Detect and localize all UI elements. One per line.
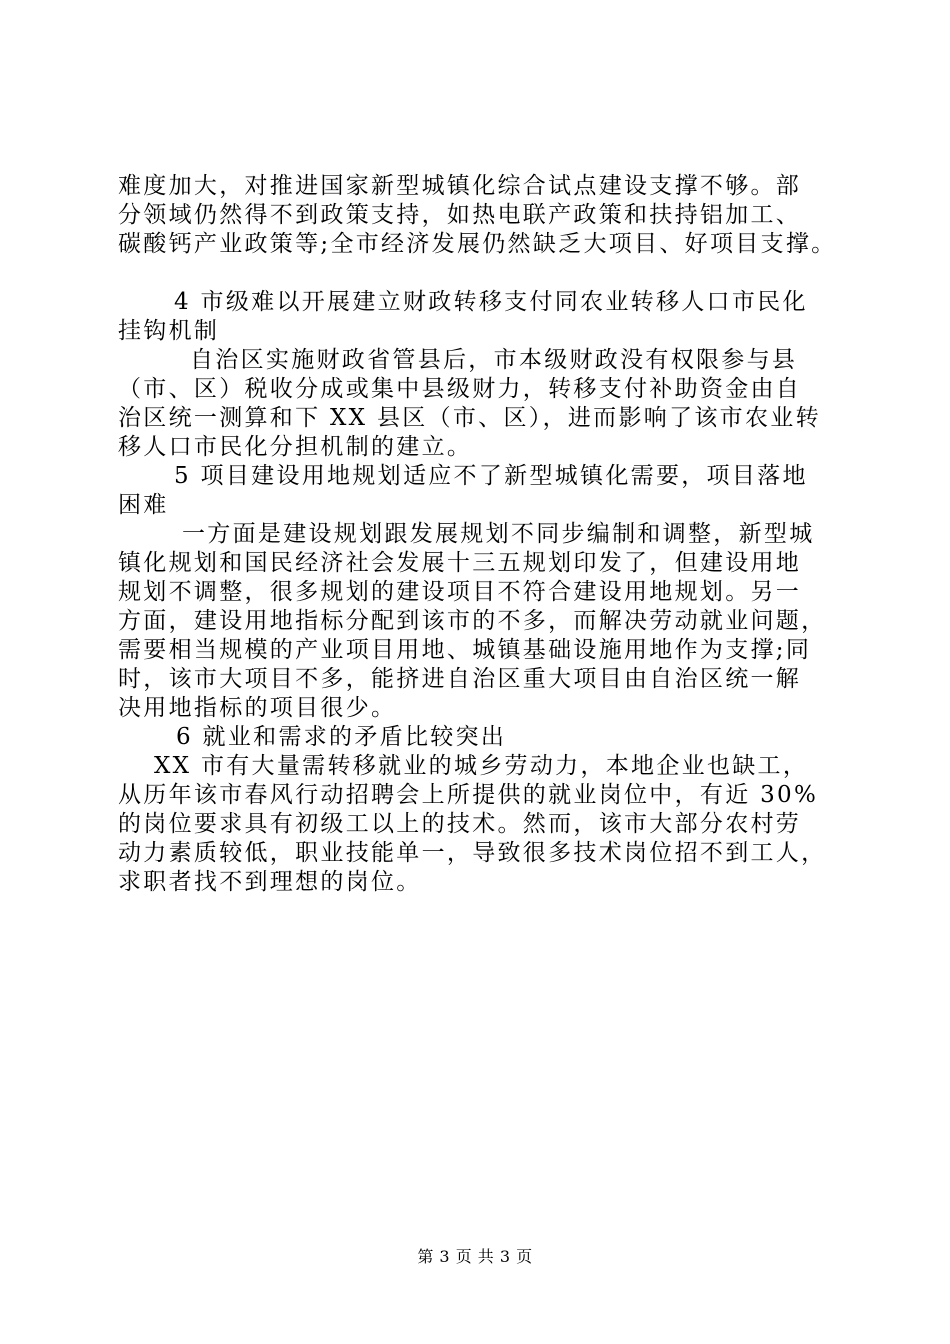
paragraph-line: 碳酸钙产业政策等;全市经济发展仍然缺乏大项目、好项目支撑。	[118, 231, 837, 257]
paragraph-line: 镇化规划和国民经济社会发展十三五规划印发了，但建设用地	[118, 550, 802, 576]
paragraph-line: （市、区）税收分成或集中县级财力，转移支付补助资金由自	[118, 376, 802, 402]
paragraph-line: 移人口市民化分担机制的建立。	[118, 434, 473, 460]
paragraph-line: 从历年该市春风行动招聘会上所提供的就业岗位中，有近 30%	[118, 782, 819, 808]
paragraph-line: 治区统一测算和下 XX 县区（市、区），进而影响了该市农业转	[118, 405, 821, 431]
paragraph-line: 求职者找不到理想的岗位。	[118, 869, 422, 895]
paragraph-line: 规划不调整，很多规划的建设项目不符合建设用地规划。另一	[118, 579, 802, 605]
paragraph-line: XX 市有大量需转移就业的城乡劳动力，本地企业也缺工，	[154, 753, 809, 779]
paragraph-line: 的岗位要求具有初级工以上的技术。然而，该市大部分农村劳	[118, 811, 802, 837]
page-number-footer: 第 3 页 共 3 页	[417, 1247, 533, 1266]
paragraph-line: 方面，建设用地指标分配到该市的不多，而解决劳动就业问题，	[118, 608, 827, 634]
paragraph-line: 分领域仍然得不到政策支持，如热电联产政策和扶持铝加工、	[118, 202, 802, 228]
paragraph-line: 自治区实施财政省管县后，市本级财政没有权限参与县	[190, 347, 798, 373]
section-heading-5-cont: 困难	[118, 492, 169, 518]
section-heading-6: 6 就业和需求的矛盾比较突出	[176, 724, 507, 750]
paragraph-line: 难度加大，对推进国家新型城镇化综合试点建设支撑不够。部	[118, 173, 802, 199]
section-heading-4-cont: 挂钩机制	[118, 318, 220, 344]
paragraph-gap	[118, 259, 840, 288]
paragraph-line: 需要相当规模的产业项目用地、城镇基础设施用地作为支撑;同	[118, 637, 812, 663]
paragraph-line: 一方面是建设规划跟发展规划不同步编制和调整，新型城	[182, 521, 815, 547]
paragraph-line: 时，该市大项目不多，能挤进自治区重大项目由自治区统一解	[118, 666, 802, 692]
paragraph-line: 决用地指标的项目很少。	[118, 695, 397, 721]
paragraph-line: 动力素质较低，职业技能单一，导致很多技术岗位招不到工人，	[118, 840, 827, 866]
section-heading-4: 4 市级难以开展建立财政转移支付同农业转移人口市民化	[174, 289, 808, 315]
section-heading-5: 5 项目建设用地规划适应不了新型城镇化需要，项目落地	[174, 463, 808, 489]
document-body	[118, 172, 840, 897]
